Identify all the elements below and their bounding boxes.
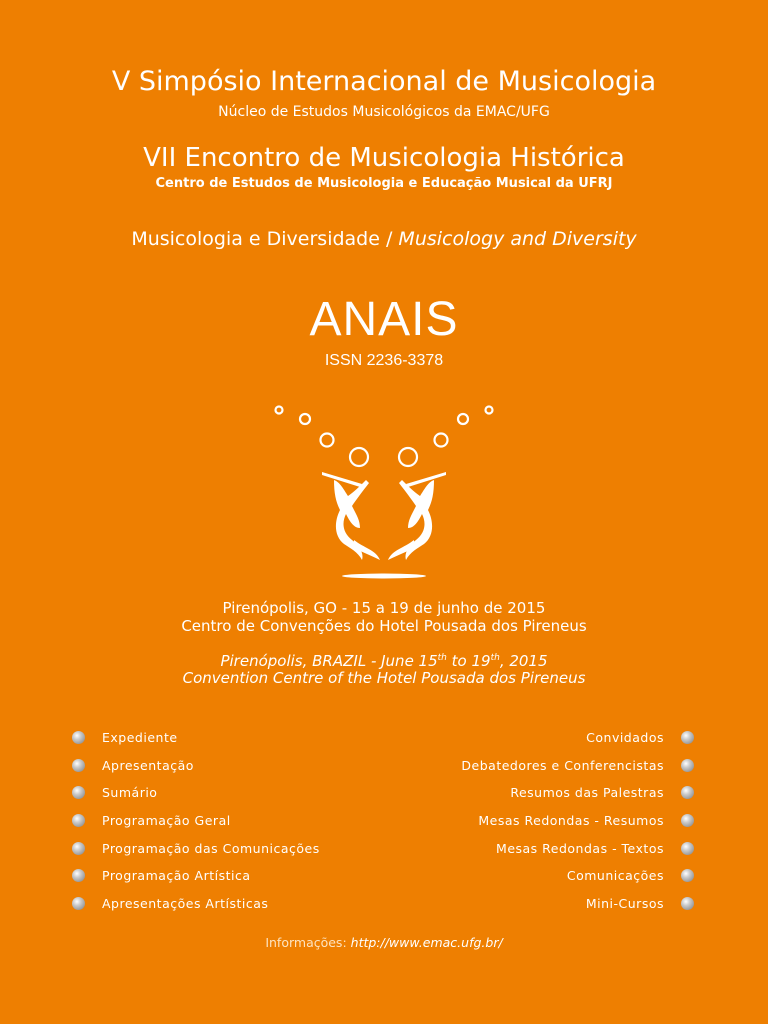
bullet-icon	[72, 786, 85, 799]
bullet-icon	[681, 731, 694, 744]
theme-pt: Musicologia e Diversidade /	[131, 228, 399, 250]
menu-item-mesas-resumos[interactable]: Mesas Redondas - Resumos	[461, 807, 694, 835]
theme-en: Musicology and Diversity	[398, 228, 637, 250]
menu-item-apresentacao[interactable]: Apresentação	[72, 752, 320, 780]
menu-item-programacao-geral[interactable]: Programação Geral	[72, 807, 320, 835]
menu-item-resumos-palestras[interactable]: Resumos das Palestras	[461, 779, 694, 807]
location-en-venue: Convention Centre of the Hotel Pousada dos Pireneus	[182, 669, 586, 687]
bullet-icon	[72, 869, 85, 882]
menu-item-comunicacoes[interactable]: Comunicações	[461, 862, 694, 890]
meeting-title: VII Encontro de Musicologia Histórica	[143, 143, 625, 173]
bullet-icon	[681, 759, 694, 772]
menu-item-debatedores[interactable]: Debatedores e Conferencistas	[461, 752, 694, 780]
menu-left	[72, 724, 320, 917]
footer-info	[0, 935, 768, 950]
issn: ISSN 2236-3378	[324, 352, 444, 369]
menu-right	[461, 724, 694, 917]
symposium-title: V Simpósio Internacional de Musicologia	[111, 66, 657, 97]
symposium-subtitle: Núcleo de Estudos Musicológicos da EMAC/UFG	[218, 104, 550, 120]
bullet-icon	[681, 869, 694, 882]
menu-item-programacao-artistica[interactable]: Programação Artística	[72, 862, 320, 890]
menu-item-programacao-comunicacoes[interactable]: Programação das Comunicações	[72, 834, 320, 862]
menu-item-convidados[interactable]: Convidados	[461, 724, 694, 752]
location-pt-venue: Centro de Convenções do Hotel Pousada dos Pireneus	[181, 617, 587, 635]
meeting-subtitle: Centro de Estudos de Musicologia e Educação Musical da UFRJ	[155, 176, 613, 191]
bullet-icon	[72, 814, 85, 827]
bullet-icon	[681, 842, 694, 855]
theme-line	[0, 228, 768, 250]
bullet-icon	[72, 759, 85, 772]
menu-item-apresentacoes-artisticas[interactable]: Apresentações Artísticas	[72, 890, 320, 918]
bullet-icon	[681, 897, 694, 910]
anais-title: ANAIS	[309, 293, 459, 346]
bullet-icon	[681, 814, 694, 827]
footer-label: Informações:	[265, 935, 351, 950]
menu-item-mesas-textos[interactable]: Mesas Redondas - Textos	[461, 834, 694, 862]
bullet-icon	[72, 731, 85, 744]
menu-item-expediente[interactable]: Expediente	[72, 724, 320, 752]
bullet-icon	[681, 786, 694, 799]
menu-item-sumario[interactable]: Sumário	[72, 779, 320, 807]
location-en-dates: Pirenópolis, BRAZIL - June 15th to 19th, 2015	[220, 652, 548, 670]
bullet-icon	[72, 897, 85, 910]
menu-item-mini-cursos[interactable]: Mini-Cursos	[461, 890, 694, 918]
dancing-figures-logo-icon	[264, 400, 504, 585]
footer-link[interactable]: http://www.emac.ufg.br/	[350, 935, 503, 950]
location-pt-dates: Pirenópolis, GO - 15 a 19 de junho de 2015	[222, 599, 546, 617]
bullet-icon	[72, 842, 85, 855]
